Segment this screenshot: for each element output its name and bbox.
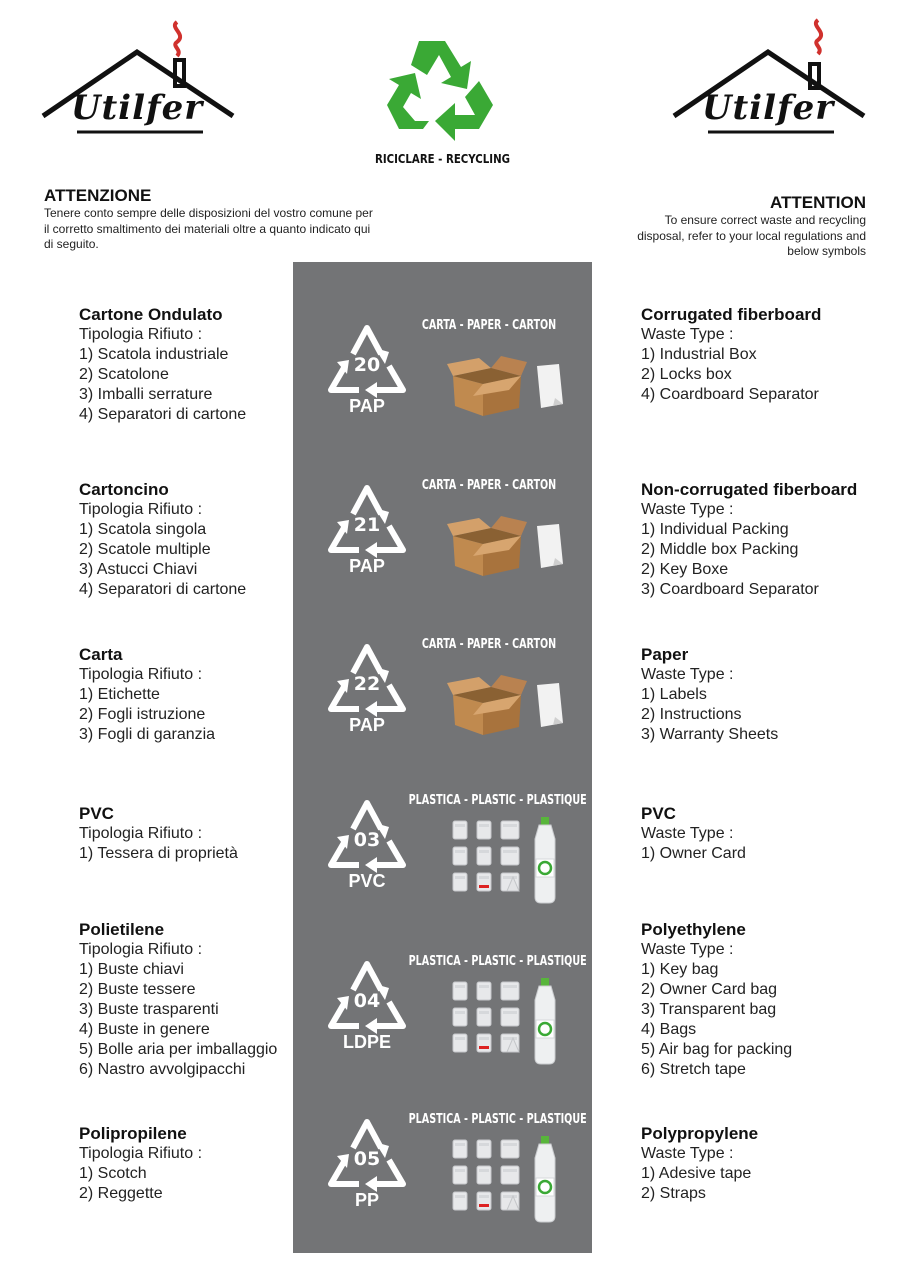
waste-type-label: Waste Type : <box>641 941 734 958</box>
waste-item: 1) Etichette <box>79 686 160 703</box>
recycling-code-block <box>293 1112 592 1252</box>
recycling-code-abbreviation: PVC <box>348 871 386 891</box>
waste-type-label: Waste Type : <box>641 1145 734 1162</box>
waste-item: 4) Bags <box>641 1021 697 1038</box>
waste-item: 1) Buste chiavi <box>79 961 184 978</box>
waste-item: 3) Astucci Chiavi <box>79 561 198 578</box>
material-title: PVC <box>79 804 114 823</box>
waste-item: 1) Tessera di proprietà <box>79 845 238 862</box>
material-label: CARTA - PAPER - CARTON <box>421 637 557 652</box>
waste-entry-en <box>641 305 821 405</box>
material-title: PVC <box>641 804 676 823</box>
waste-entry-it <box>79 1124 202 1204</box>
waste-item: 1) Individual Packing <box>641 521 789 538</box>
waste-item: 1) Adesive tape <box>641 1165 752 1182</box>
waste-item: 6) Stretch tape <box>641 1061 746 1078</box>
waste-type-label: Tipologia Rifiuto : <box>79 941 203 958</box>
utilfer-logo-right <box>668 8 868 138</box>
cardboard-box-image <box>443 657 583 757</box>
waste-item: 2) Instructions <box>641 706 742 723</box>
waste-item: 2) Buste tessere <box>79 981 196 998</box>
attention-text-en: To ensure correct waste and recycling disposal, refer to your local regulations and below symbols <box>637 213 866 258</box>
waste-item: 3) Transparent bag <box>641 1001 777 1018</box>
recycling-code-block <box>293 318 592 458</box>
waste-type-label: Tipologia Rifiuto : <box>79 1145 203 1162</box>
waste-item: 2) Straps <box>641 1185 706 1202</box>
waste-item: 3) Warranty Sheets <box>641 726 779 743</box>
attention-text-it: Tenere conto sempre delle disposizioni del vostro comune per il corretto smaltimento dei materiali oltre a quanto indicato qui di seguito. <box>44 206 373 251</box>
waste-item: 2) Middle box Packing <box>641 541 799 558</box>
recycling-code-block <box>293 478 592 618</box>
waste-item: 2) Reggette <box>79 1185 163 1202</box>
waste-item: 3) Imballi serrature <box>79 386 213 403</box>
waste-item: 2) Locks box <box>641 366 732 383</box>
waste-item: 1) Industrial Box <box>641 346 757 363</box>
waste-item: 3) Buste trasparenti <box>79 1001 219 1018</box>
waste-type-label: Waste Type : <box>641 326 734 343</box>
waste-entry-en <box>641 804 746 864</box>
waste-item: 1) Scatola industriale <box>79 346 229 363</box>
waste-type-label: Tipologia Rifiuto : <box>79 326 203 343</box>
cardboard-box-image <box>443 498 583 598</box>
material-label: PLASTICA - PLASTIC - PLASTIQUE <box>408 954 587 969</box>
recycling-code-abbreviation: PP <box>354 1190 379 1210</box>
waste-entry-en <box>641 645 778 745</box>
brand-name: Utilfer <box>70 88 204 128</box>
material-label: PLASTICA - PLASTIC - PLASTIQUE <box>408 793 587 808</box>
material-label: PLASTICA - PLASTIC - PLASTIQUE <box>408 1112 587 1127</box>
recycling-code-number: 03 <box>353 829 381 851</box>
material-title: Cartoncino <box>79 480 169 499</box>
material-title: Corrugated fiberboard <box>641 305 822 324</box>
waste-item: 4) Separatori di cartone <box>79 406 247 423</box>
waste-item: 3) Fogli di garanzia <box>79 726 216 743</box>
waste-item: 6) Nastro avvolgipacchi <box>79 1061 246 1078</box>
material-title: Carta <box>79 645 123 664</box>
material-title: Polypropylene <box>641 1124 759 1143</box>
waste-entry-it <box>79 305 246 425</box>
material-label: CARTA - PAPER - CARTON <box>421 478 557 493</box>
waste-type-label: Tipologia Rifiuto : <box>79 501 203 518</box>
waste-entry-it <box>79 645 215 745</box>
waste-item: 1) Scatola singola <box>79 521 207 538</box>
waste-item: 2) Scatole multiple <box>79 541 211 558</box>
cardboard-box-image <box>443 338 583 438</box>
recycling-code-block <box>293 637 592 777</box>
brand-name: Utilfer <box>701 88 835 128</box>
recycling-code-number: 04 <box>353 990 381 1012</box>
recycling-code-number: 05 <box>353 1148 381 1170</box>
plastic-items-image <box>443 1132 583 1232</box>
waste-item: 1) Owner Card <box>641 845 746 862</box>
recycling-code-abbreviation: PAP <box>349 556 385 576</box>
material-title: Cartone Ondulato <box>79 305 223 324</box>
waste-item: 2) Owner Card bag <box>641 981 778 998</box>
material-title: Polyethylene <box>641 920 746 939</box>
recycling-code-number: 22 <box>353 673 381 695</box>
recycling-code-number: 20 <box>353 354 381 376</box>
plastic-items-image <box>443 974 583 1074</box>
waste-type-label: Waste Type : <box>641 501 734 518</box>
material-title: Non-corrugated fiberboard <box>641 480 858 499</box>
recycling-code-block <box>293 793 592 933</box>
recycling-code-abbreviation: PAP <box>349 396 385 416</box>
waste-item: 1) Labels <box>641 686 707 703</box>
waste-item: 2) Fogli istruzione <box>79 706 206 723</box>
material-title: Paper <box>641 645 689 664</box>
waste-item: 4) Separatori di cartone <box>79 581 247 598</box>
material-label: CARTA - PAPER - CARTON <box>421 318 557 333</box>
waste-item: 2) Key Boxe <box>641 561 729 578</box>
waste-item: 4) Coardboard Separator <box>641 386 819 403</box>
waste-entry-en <box>641 480 857 600</box>
waste-item: 3) Coardboard Separator <box>641 581 819 598</box>
waste-entry-en <box>641 1124 758 1204</box>
material-title: Polietilene <box>79 920 165 939</box>
waste-entry-it <box>79 804 238 864</box>
waste-entry-it <box>79 480 246 600</box>
recycling-code-block <box>293 954 592 1094</box>
waste-entry-en <box>641 920 792 1080</box>
waste-type-label: Waste Type : <box>641 666 734 683</box>
waste-item: 4) Buste in genere <box>79 1021 210 1038</box>
waste-type-label: Tipologia Rifiuto : <box>79 666 203 683</box>
recycle-icon <box>383 33 503 143</box>
waste-type-label: Tipologia Rifiuto : <box>79 825 203 842</box>
plastic-items-image <box>443 813 583 913</box>
waste-item: 5) Bolle aria per imballaggio <box>79 1041 278 1058</box>
attention-title-it: ATTENZIONE <box>44 186 152 205</box>
waste-entry-it <box>79 920 277 1080</box>
utilfer-logo-left <box>37 8 237 138</box>
attention-title-en: ATTENTION <box>769 193 866 212</box>
material-title: Polipropilene <box>79 1124 187 1143</box>
recycling-code-abbreviation: PAP <box>349 715 385 735</box>
waste-item: 2) Scatolone <box>79 366 169 383</box>
recycling-code-abbreviation: LDPE <box>342 1032 391 1052</box>
waste-item: 1) Key bag <box>641 961 719 978</box>
waste-item: 1) Scotch <box>79 1165 147 1182</box>
waste-type-label: Waste Type : <box>641 825 734 842</box>
recycle-caption: RICICLARE - RECYCLING <box>375 152 510 166</box>
waste-item: 5) Air bag for packing <box>641 1041 793 1058</box>
recycling-code-number: 21 <box>353 514 381 536</box>
